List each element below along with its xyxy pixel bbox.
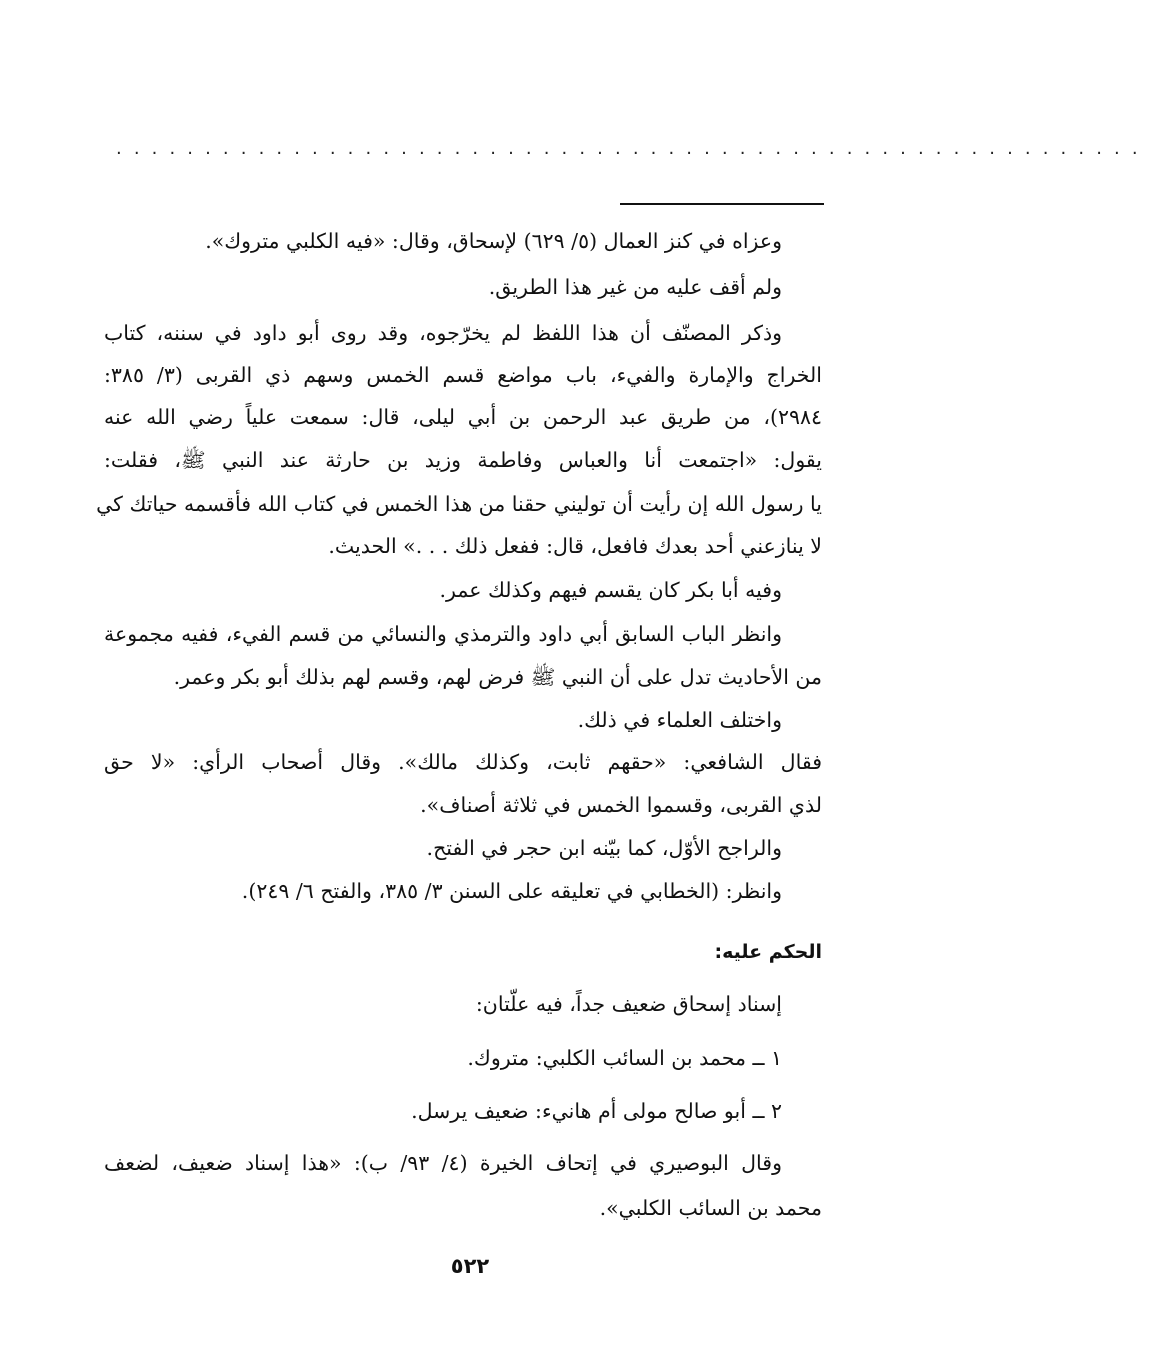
- text-line: وعزاه في كنز العمال (٥/ ٦٢٩) لإسحاق، وقال: «فيه الكلبي متروك».: [205, 229, 782, 253]
- list-item: ٢ ــ أبو صالح مولى أم هانيء: ضعيف يرسل.: [411, 1099, 782, 1123]
- text-line: واختلف العلماء في ذلك.: [577, 708, 782, 732]
- text-line: لا ينازعني أحد بعدك فافعل، قال: ففعل ذلك . . .» الحديث.: [328, 534, 822, 558]
- text-line: والراجح الأوّل، كما بيّنه ابن حجر في الفتح.: [426, 836, 782, 860]
- text-line: يقول: «اجتمعت أنا والعباس وفاطمة وزيد بن حارثة عند النبي ﷺ، فقلت:: [104, 448, 822, 472]
- text-line: وانظر الباب السابق أبي داود والترمذي والنسائي من قسم الفيء، ففيه مجموعة: [104, 622, 782, 646]
- text-line: فقال الشافعي: «حقهم ثابت، وكذلك مالك». وقال أصحاب الرأي: «لا حق: [104, 750, 822, 774]
- text-line: وقال البوصيري في إتحاف الخيرة (٤/ ٩٣/ ب): «هذا إسناد ضعيف، لضعف: [104, 1151, 782, 1175]
- text-line: وذكر المصنّف أن هذا اللفظ لم يخرّجوه، وقد روى أبو داود في سننه، كتاب: [104, 321, 782, 345]
- page-number: ٥٢٢: [450, 1254, 490, 1278]
- text-line: من الأحاديث تدل على أن النبي ﷺ فرض لهم، وقسم لهم بذلك أبو بكر وعمر.: [173, 665, 822, 689]
- section-heading: الحكم عليه:: [714, 941, 822, 963]
- text-line: وانظر: (الخطابي في تعليقه على السنن ٣/ ٣٨٥، والفتح ٦/ ٢٤٩).: [241, 879, 782, 903]
- list-item: ١ ــ محمد بن السائب الكلبي: متروك.: [467, 1046, 782, 1070]
- text-line: محمد بن السائب الكلبي».: [599, 1196, 822, 1220]
- text-line: الخراج والإمارة والفيء، باب مواضع قسم الخمس وسهم ذي القربى (٣/ ٣٨٥:: [104, 363, 822, 387]
- text-line: إسناد إسحاق ضعيف جداً، فيه علّتان:: [475, 992, 782, 1016]
- text-line: ولم أقف عليه من غير هذا الطريق.: [488, 275, 782, 299]
- text-line: يا رسول الله إن رأيت أن توليني حقنا من هذا الخمس في كتاب الله فأقسمه حياتك كي: [96, 492, 822, 516]
- footnote-rule: [620, 203, 824, 205]
- dotted-separator: ..........................................................: [116, 138, 1150, 159]
- text-line: لذي القربى، وقسموا الخمس في ثلاثة أصناف».: [420, 793, 822, 817]
- text-line: ٢٩٨٤)، من طريق عبد الرحمن بن أبي ليلى، قال: سمعت علياً رضي الله عنه: [104, 405, 822, 429]
- text-line: وفيه أبا بكر كان يقسم فيهم وكذلك عمر.: [439, 578, 782, 602]
